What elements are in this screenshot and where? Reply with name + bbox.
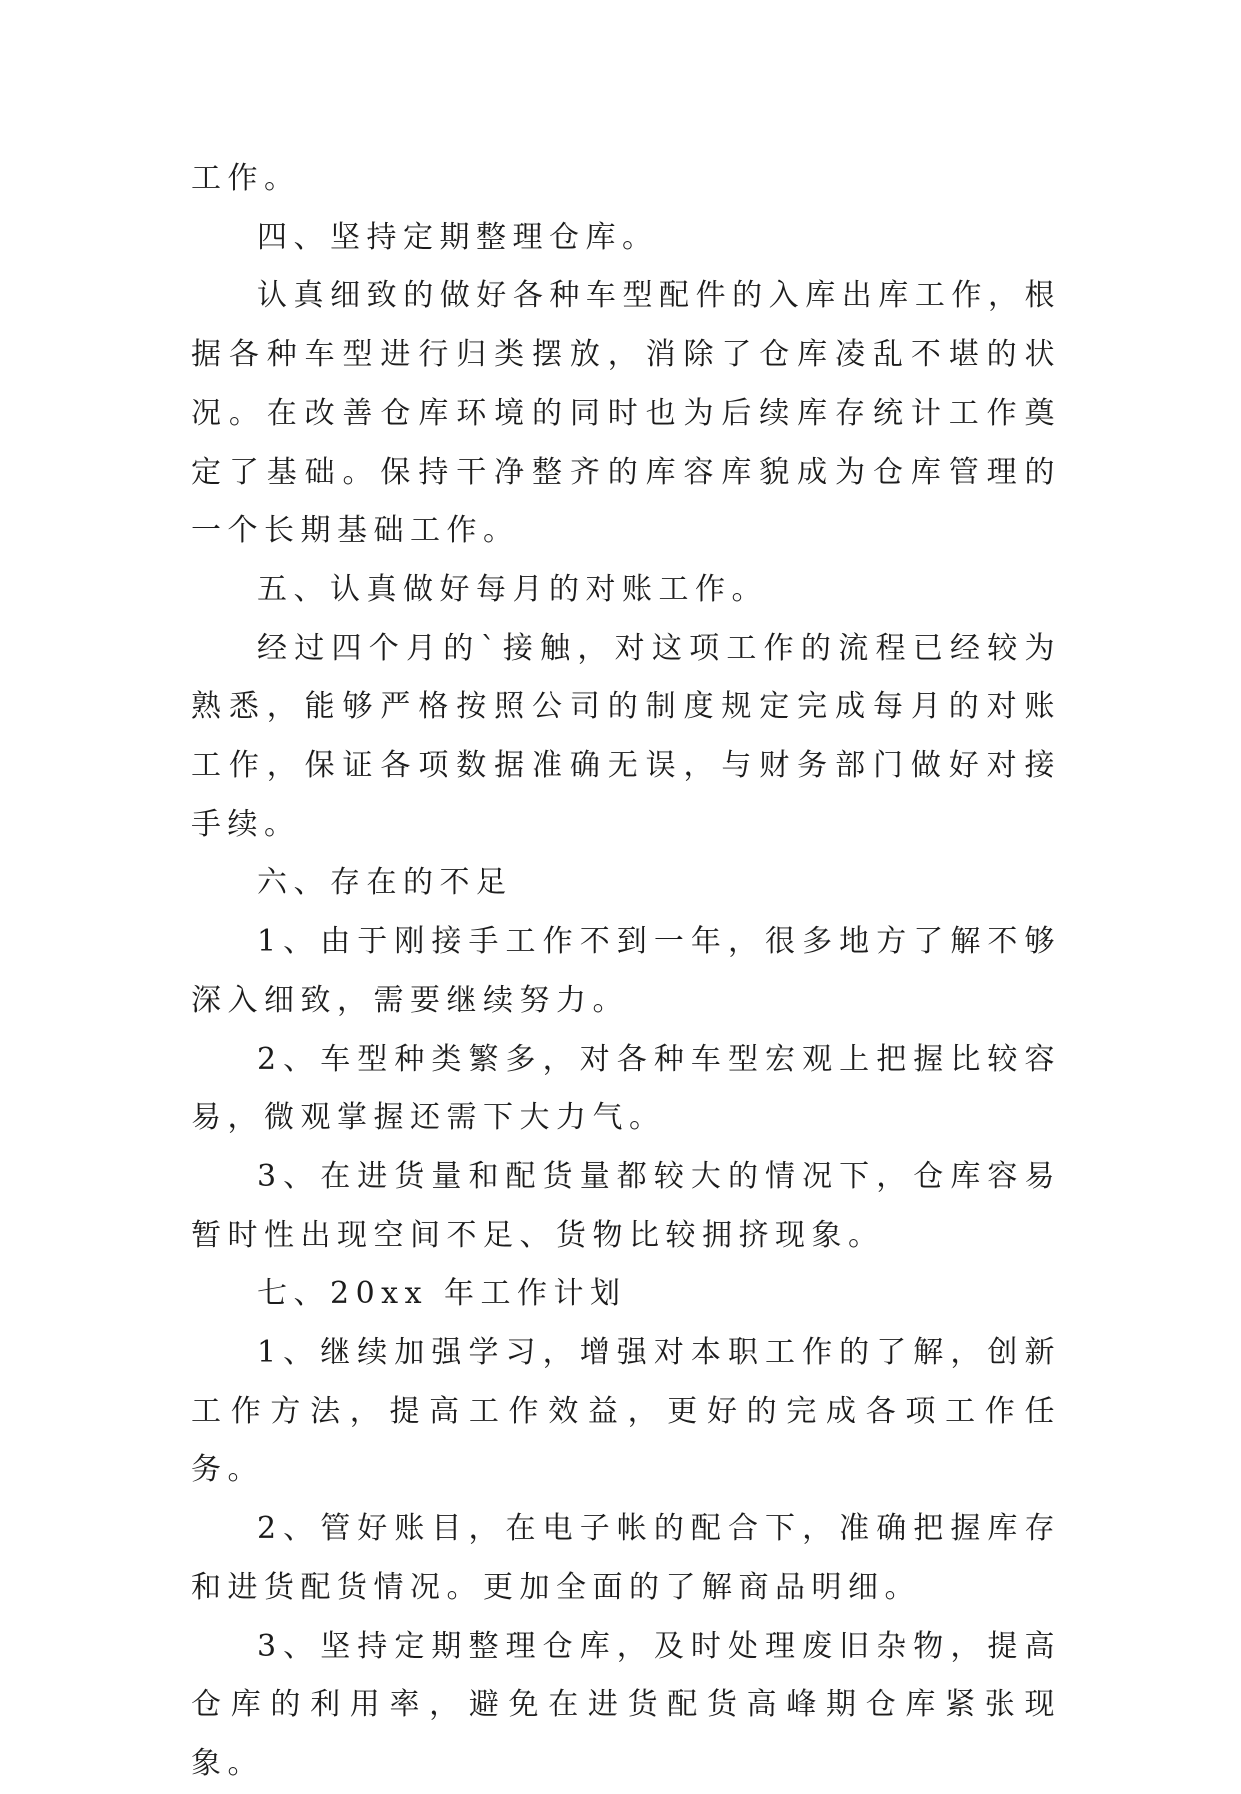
document-body bbox=[191, 150, 1061, 1794]
shortcoming-item-1: 1、由于刚接手工作不到一年，很多地方了解不够深入细致，需要继续努力。 bbox=[191, 924, 1061, 1018]
paragraph-warehouse-organization: 认真细致的做好各种车型配件的入库出库工作，根据各种车型进行归类摆放，消除了仓库凌乱不堪的状况。在改善仓库环境的同时也为后续库存统计工作奠定了基础。保持干净整齐的库容库貌成为仓库管理的一个长期基础工作。 bbox=[191, 278, 1061, 549]
plan-item-3: 3、坚持定期整理仓库，及时处理废旧杂物，提高仓库的利用率，避免在进货配货高峰期仓库紧张现象。 bbox=[191, 1628, 1061, 1781]
heading-four-warehouse-organization: 四、坚持定期整理仓库。 bbox=[257, 219, 659, 255]
paragraph-continuation: 工作。 bbox=[191, 161, 301, 196]
plan-item-1: 1、继续加强学习，增强对本职工作的了解，创新工作方法，提高工作效益，更好的完成各项工作任务。 bbox=[191, 1335, 1061, 1488]
heading-five-monthly-reconciliation: 五、认真做好每月的对账工作。 bbox=[257, 571, 768, 607]
heading-seven-work-plan: 七、20xx 年工作计划 bbox=[257, 1276, 627, 1312]
paragraph-monthly-reconciliation: 经过四个月的`接触，对这项工作的流程已经较为熟悉，能够严格按照公司的制度规定完成每月的对账工作，保证各项数据准确无误，与财务部门做好对接手续。 bbox=[191, 630, 1061, 842]
shortcoming-item-3: 3、在进货量和配货量都较大的情况下，仓库容易暂时性出现空间不足、货物比较拥挤现象。 bbox=[191, 1158, 1061, 1253]
heading-six-shortcomings: 六、存在的不足 bbox=[257, 865, 513, 901]
shortcoming-item-2: 2、车型种类繁多，对各种车型宏观上把握比较容易，微观掌握还需下大力气。 bbox=[191, 1041, 1061, 1136]
plan-item-2: 2、管好账目，在电子帐的配合下，准确把握库存和进货配货情况。更加全面的了解商品明细。 bbox=[191, 1511, 1061, 1605]
